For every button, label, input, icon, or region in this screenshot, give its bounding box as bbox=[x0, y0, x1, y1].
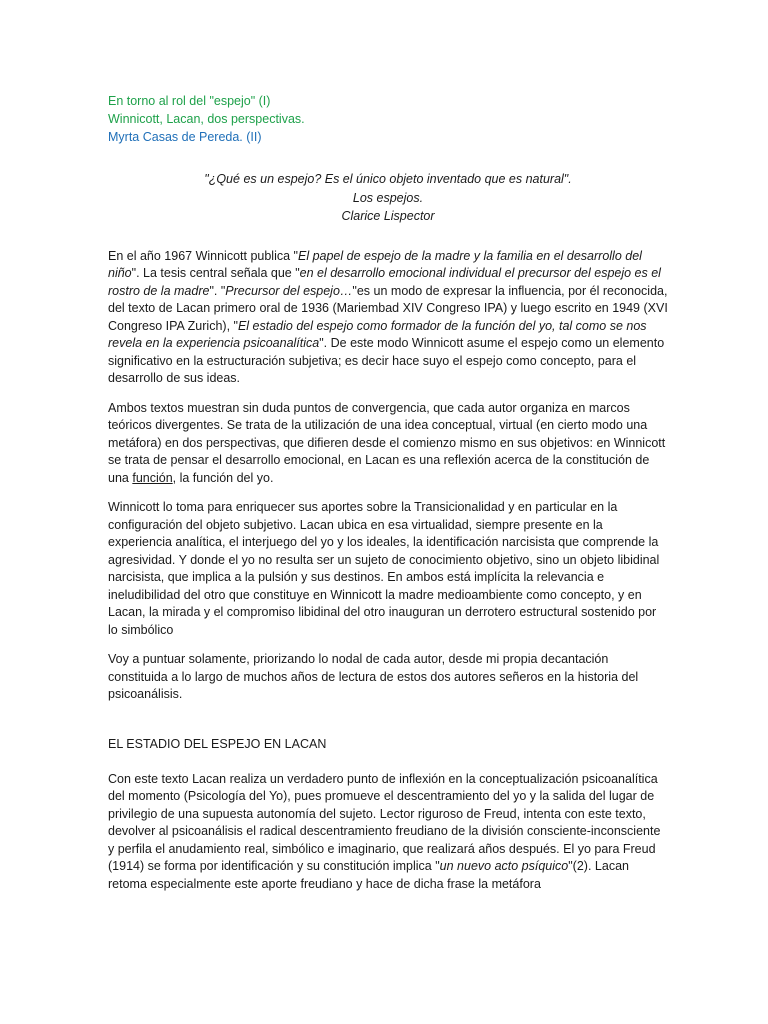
p2-text-2: , la función del yo. bbox=[172, 470, 274, 485]
epigraph-quote: "¿Qué es un espejo? Es el único objeto inventado que es natural". bbox=[204, 172, 572, 186]
paragraph-1 bbox=[108, 248, 668, 388]
p5-text-1: Con este texto Lacan realiza un verdadero punto de inflexión en la conceptualización psicoanalítica del momento (Psicología del Yo), pues promueve el descentramiento del yo y la salida del lugar de privilegio de una supuesta autonomía del sujeto. Lector riguroso de Freud, intenta con este texto, devolver al psicoanálisis el radical descentramiento freudiano de la división consciente-inconsciente y perfila el anudamiento real, simbólico e imaginario, que realizará años después. El yo para Freud (1914) se forma por identificación y su constitución implica " bbox=[108, 771, 661, 873]
p1-italic-3: Precursor del espejo… bbox=[225, 283, 353, 298]
p1-text-4: "es un modo de expresar la influencia, por él reconocida, del texto de Lacan primero oral de 1936 (Mariembad XIV Congreso IPA) y luego escrito en 1949 (XVI Congreso IPA Zurich), " bbox=[108, 283, 668, 333]
p2-underlined: función bbox=[132, 470, 173, 485]
section-title: EL ESTADIO DEL ESPEJO EN LACAN bbox=[108, 736, 327, 751]
p1-italic-4: El estadio del espejo como formador de la función del yo, tal como se nos revela en la experiencia psicoanalítica bbox=[108, 318, 647, 350]
p5-text-2: "(2). Lacan retoma especialmente este aporte freudiano y hace de dicha frase la metáfora bbox=[108, 859, 629, 891]
p1-italic-2: en el desarrollo emocional individual el precursor del espejo es el rostro de la madre bbox=[108, 266, 661, 298]
epigraph-work: Los espejos. bbox=[352, 190, 424, 205]
paragraph-5 bbox=[108, 771, 668, 894]
document-header bbox=[108, 92, 668, 146]
title-line-1: En torno al rol del "espejo" (I) bbox=[108, 94, 271, 108]
p1-text-5: ". De este modo Winnicott asume el espejo como un elemento significativo en la estructuración subjetiva; es decir hace suyo el espejo como concepto, para el desarrollo de sus ideas. bbox=[108, 336, 665, 385]
paragraph-4: Voy a puntuar solamente, priorizando lo nodal de cada autor, desde mi propia decantación constituida a lo largo de muchos años de lectura de estos dos autores señeros en la historia del psicoanálisis. bbox=[108, 652, 639, 701]
paragraph-2 bbox=[108, 400, 668, 488]
p2-text-1: Ambos textos muestran sin duda puntos de convergencia, que cada autor organiza en marcos teóricos divergentes. Se trata de la utilización de una idea conceptual, virtual (en cierto modo una metáfora) en dos perspectivas, que difieren desde el comienzo mismo en sus objetivos: en Winnicott se trata de pensar el desarrollo emocional, en Lacan es una reflexión acerca de la constitución de una bbox=[108, 400, 666, 485]
p1-italic-1: El papel de espejo de la madre y la familia en el desarrollo del niño bbox=[108, 248, 642, 280]
p1-text-1: En el año 1967 Winnicott publica " bbox=[108, 248, 298, 263]
author-line: Myrta Casas de Pereda. (II) bbox=[108, 130, 262, 144]
epigraph bbox=[108, 170, 668, 226]
p5-italic-1: un nuevo acto psíquico bbox=[439, 859, 569, 873]
epigraph-author: Clarice Lispector bbox=[341, 209, 435, 223]
title-line-2: Winnicott, Lacan, dos perspectivas. bbox=[108, 112, 305, 126]
paragraph-3: Winnicott lo toma para enriquecer sus aportes sobre la Transicionalidad y en particular en la configuración del objeto subjetivo. Lacan ubica en esa virtualidad, siempre presente en la experiencia analítica, el interjuego del yo y los ideales, la identificación narcisista que comprende la agresividad. Y donde el yo no resulta ser un sujeto de conocimiento objetivo, sino un objeto libidinal narcisista, que implica a la pulsión y sus destinos. En ambos está implícita la relevancia e ineludibilidad del otro que constituye en Winnicott la madre medioambiente como concepto, y en Lacan, la mirada y el compromiso libidinal del otro inauguran un derrotero estructural sostenido por lo simbólico bbox=[108, 500, 660, 637]
p1-text-3: ". " bbox=[209, 283, 226, 298]
p1-text-2: ". La tesis central señala que " bbox=[131, 266, 300, 280]
